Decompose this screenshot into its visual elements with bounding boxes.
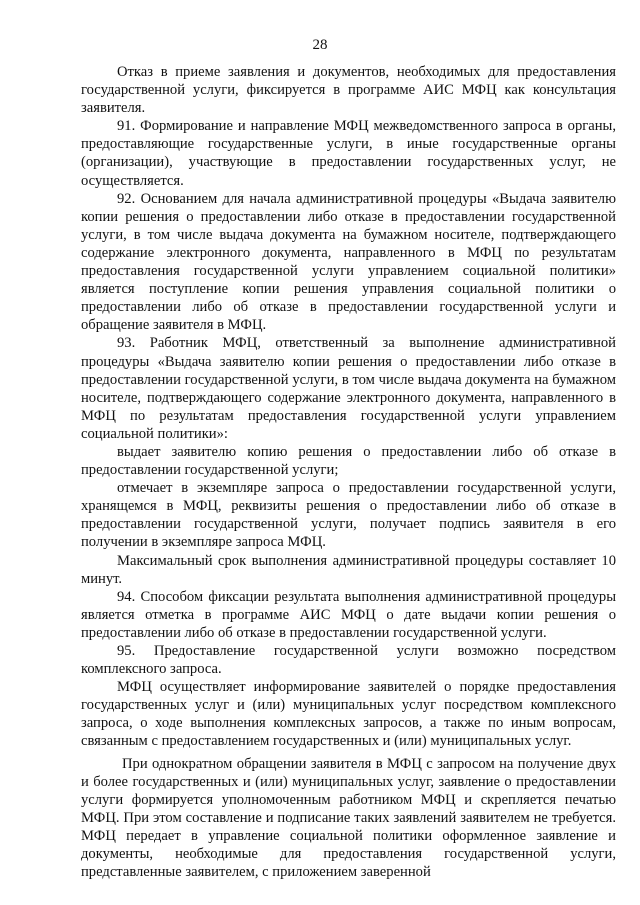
paragraph-93: 93. Работник МФЦ, ответственный за выполнение административной процедуры «Выдача заявителю копии решения о предоставлении либо отказе в предоставлении государственной услуги, в том числе выдача документа на бумажном носителе, подтверждающего содержание электронного документа, направленного в МФЦ по результатам предоставления государственной услуги управлением социальной политики»: (81, 335, 616, 442)
paragraph-max-duration: Максимальный срок выполнения административной процедуры составляет 10 минут. (81, 552, 616, 587)
paragraph-93-issue-copy: выдает заявителю копию решения о предоставлении либо об отказе в предоставлении государственной услуги; (81, 443, 616, 479)
paragraph-single-request: При однократном обращении заявителя в МФЦ с запросом на получение двух и более государственных и (или) муниципальных услуг, заявление о предоставлении услуги формируется уполномоченным работником МФЦ и скрепляется печатью МФЦ. При этом составление и подписание таких заявлений заявителем не требуется. МФЦ передает в управление социальной политики оформленное заявление и документы, необходимые для предоставления государственной услуги, представленные заявителем, с приложением заверенной (81, 755, 616, 881)
paragraph-94: 94. Способом фиксации результата выполнения административной процедуры является отметка в программе АИС МФЦ о дате выдачи копии решения о предоставлении либо об отказе в предоставлении государственной услуги. (81, 588, 616, 641)
paragraph-91: 91. Формирование и направление МФЦ межведомственного запроса в органы, предоставляющие государственные услуги, в иные государственные органы (организации), участвующие в предоставлении государственных услуг, не осуществляется. (81, 118, 616, 189)
paragraph-93-mark-details: отмечает в экземпляре запроса о предоставлении государственной услуги, хранящемся в МФЦ, реквизиты решения о предоставлении либо об отказе в предоставлении государственной услуги, получает подпись заявителя в его получении в экземпляре запроса МФЦ. (81, 480, 616, 551)
document-body (81, 63, 616, 881)
page-number: 28 (312, 37, 328, 53)
paragraph-95: 95. Предоставление государственной услуги возможно посредством комплексного запроса. (81, 643, 616, 678)
paragraph-mfc-informing: МФЦ осуществляет информирование заявителей о порядке предоставления государственных услуг и (или) муниципальных услуг посредством комплексного запроса, о ходе выполнения комплексных запросов, а также по иным вопросам, связанным с предоставлением государственных и (или) муниципальных услуг. (81, 679, 616, 750)
paragraph-92: 92. Основанием для начала административной процедуры «Выдача заявителю копии решения о предоставлении либо отказе в предоставлении государственной услуги, в том числе выдача документа на бумажном носителе, подтверждающего содержание электронного документа, направленного в МФЦ по результатам предоставления государственной услуги управлением социальной политики» является поступление копии решения управления социальной политики о предоставлении либо об отказе в предоставлении государственной услуги и обращение заявителя в МФЦ. (81, 190, 616, 334)
paragraph-refusal-record: Отказ в приеме заявления и документов, необходимых для предоставления государственной услуги, фиксируется в программе АИС МФЦ как консультация заявителя. (81, 64, 616, 117)
